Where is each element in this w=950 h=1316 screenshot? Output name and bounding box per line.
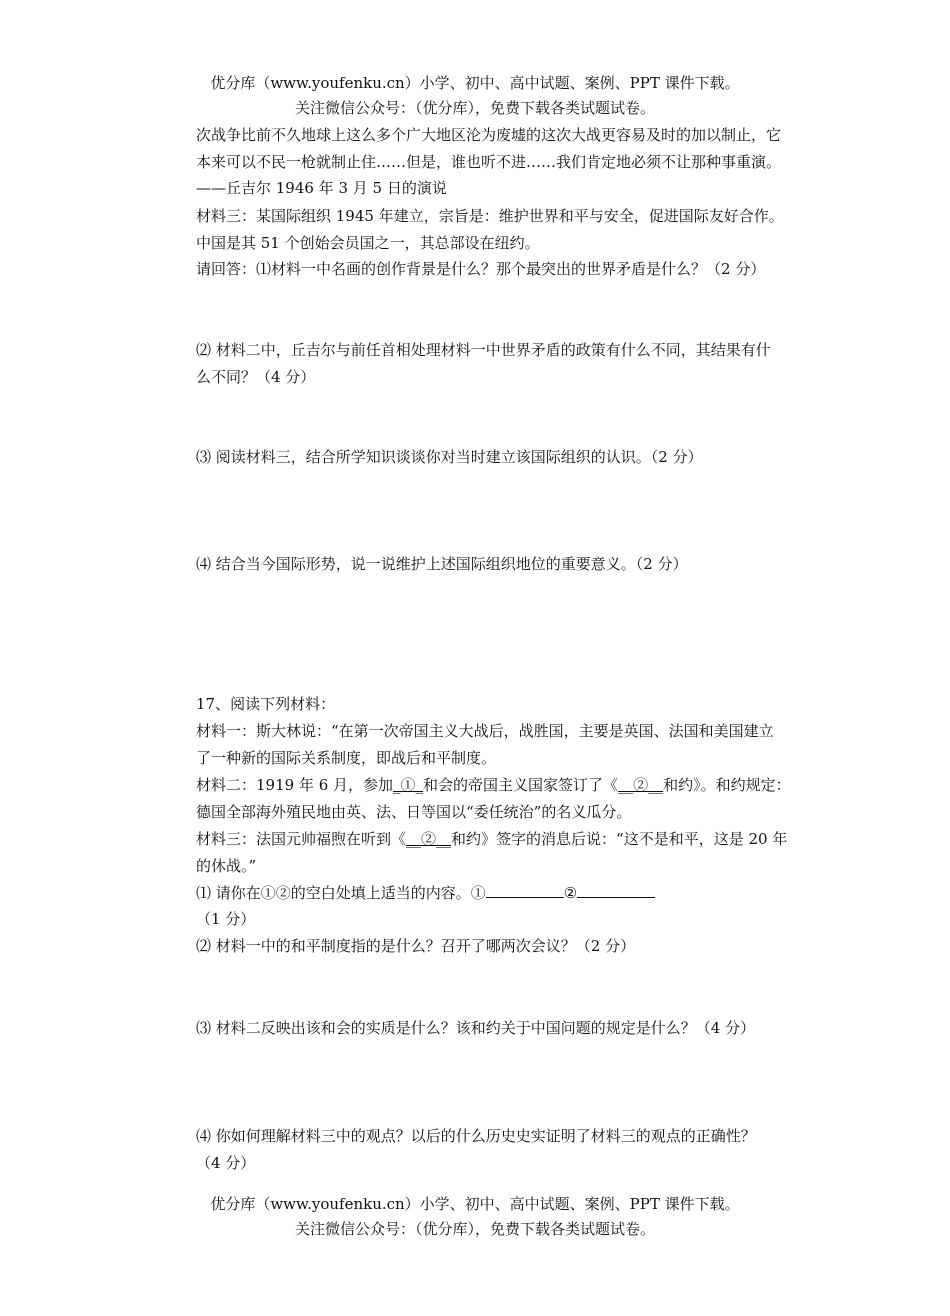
q17-blank-3: __②__ (406, 830, 452, 848)
header-line-1: 优分库（www.youfenku.cn）小学、初中、高中试题、案例、PPT 课件下载。 (210, 74, 740, 92)
q16-question-1: 请回答：⑴材料一中名画的创作背景是什么？那个最突出的世界矛盾是什么？（2 分） (196, 260, 766, 278)
q17-material2-text-b: 和会的帝国主义国家签订了《 (423, 776, 619, 794)
q16-material3-line2: 中国是其 51 个创始会员国之一，其总部设在纽约。 (196, 234, 540, 252)
q17-material3-line1 (196, 829, 916, 849)
q16-material2-line2: 本来可以不民一枪就制止住……但是，谁也听不进……我们肯定地必须不让那种事重演。 (196, 153, 782, 171)
q17-answer-blank-2[interactable] (577, 883, 655, 898)
q16-material2-source: ——丘吉尔 1946 年 3 月 5 日的演说 (196, 179, 447, 197)
q17-question-1 (196, 883, 916, 903)
footer-line-2: 关注微信公众号：（优分库），免费下载各类试题试卷。 (294, 1220, 655, 1238)
q16-question-2-line1: ⑵ 材料二中，丘吉尔与前任首相处理材料一中世界矛盾的政策有什么不同，其结果有什 (196, 341, 771, 359)
q16-material3-line1: 材料三：某国际组织 1945 年建立，宗旨是：维护世界和平与安全，促进国际友好合作。 (196, 207, 784, 225)
q17-blank-2: __②__ (618, 776, 664, 794)
q16-question-4: ⑷ 结合当今国际形势，说一说维护上述国际组织地位的重要意义。（2 分） (196, 555, 688, 573)
q17-material2-line1 (196, 775, 916, 795)
q17-material2-text-c: 和约》。和约规定： (663, 776, 791, 794)
q17-question-3: ⑶ 材料二反映出该和会的实质是什么？该和约关于中国问题的规定是什么？（4 分） (196, 1019, 756, 1037)
q17-answer-blank-1[interactable] (486, 883, 564, 898)
q17-question-2: ⑵ 材料一中的和平制度指的是什么？召开了哪两次会议？（2 分） (196, 937, 636, 955)
q17-material3-text-b: 和约》签字的消息后说：“这不是和平，这是 20 年 (451, 830, 788, 848)
q16-question-2-line2: 么不同？（4 分） (196, 368, 316, 386)
footer-line-1: 优分库（www.youfenku.cn）小学、初中、高中试题、案例、PPT 课件下载。 (210, 1195, 740, 1213)
q17-question-1-mark: ② (563, 884, 578, 902)
q17-title: 17、阅读下列材料： (196, 695, 336, 713)
q16-question-3: ⑶ 阅读材料三，结合所学知识谈谈你对当时建立该国际组织的认识。（2 分） (196, 448, 703, 466)
q17-question-1-text: ⑴ 请你在①②的空白处填上适当的内容。① (196, 884, 486, 902)
q17-material1-line2: 了一种新的国际关系制度，即战后和平制度。 (196, 749, 497, 767)
q17-material1-line1: 材料一：斯大林说：“在第一次帝国主义大战后，战胜国，主要是英国、法国和美国建立 (196, 722, 774, 740)
q17-material3-text-a: 材料三：法国元帅福煦在听到《 (196, 830, 407, 848)
q17-material2-line2: 德国全部海外殖民地由英、法、日等国以“委任统治”的名义瓜分。 (196, 803, 632, 821)
header-line-2: 关注微信公众号：（优分库），免费下载各类试题试卷。 (294, 99, 655, 117)
q17-blank-1: _①_ (393, 776, 424, 794)
q17-material3-line2: 的休战。” (196, 857, 257, 875)
q17-question-4-line1: ⑷ 你如何理解材料三中的观点？以后的什么历史史实证明了材料三的观点的正确性？ (196, 1127, 756, 1145)
q17-material2-text-a: 材料二：1919 年 6 月，参加 (196, 776, 394, 794)
q16-material2-line1: 次战争比前不久地球上这么多个广大地区沦为废墟的这次大战更容易及时的加以制止，它 (196, 126, 782, 144)
q17-question-4-line2: （4 分） (196, 1154, 256, 1172)
q17-question-1-score: （1 分） (196, 910, 256, 928)
